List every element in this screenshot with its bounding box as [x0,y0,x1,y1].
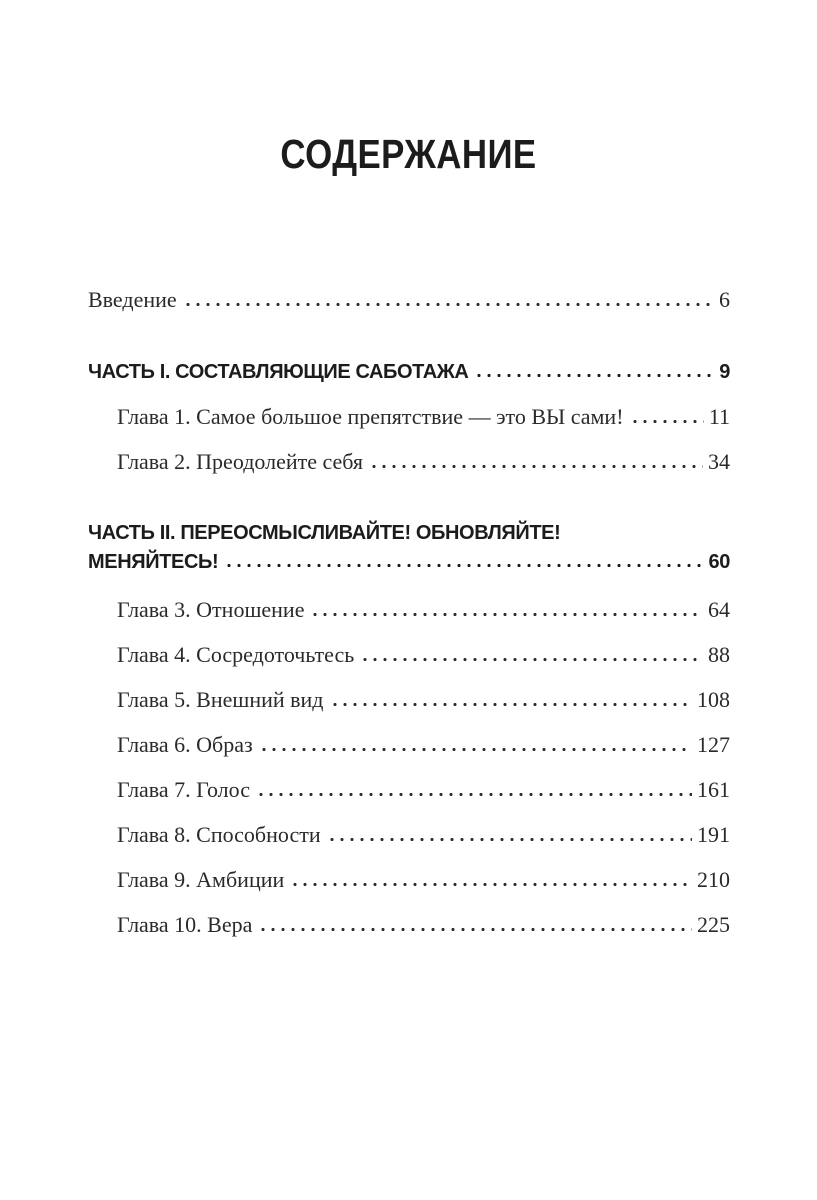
toc-entry [88,288,730,312]
toc-entry [88,548,730,577]
toc-entry [88,519,730,548]
toc-entry-page: 225 [697,912,730,937]
toc-entry-label: Глава 4. Сосредоточьтесь [117,642,355,667]
dot-leader [327,837,692,842]
toc-entry-label: ЧАСТЬ I. СОСТАВЛЯЮЩИЕ САБОТАЖА [88,361,469,383]
toc-entry-page: 64 [708,597,730,622]
toc-entry-page: 108 [697,687,730,712]
toc-entry-page: 9 [719,361,730,383]
toc-entry [88,405,730,429]
toc-entry-label: ЧАСТЬ II. ПЕРЕОСМЫСЛИВАЙТЕ! ОБНОВЛЯЙТЕ! [88,522,561,544]
toc-entry-label: Глава 9. Амбиции [117,867,285,892]
dot-leader [474,373,714,378]
dot-leader [183,302,714,307]
toc-entry-page: 191 [697,822,730,847]
toc-entry [88,688,730,712]
toc-entry-label: Глава 1. Самое большое препятствие — это ВЫ сами! [117,404,624,429]
toc-entry-page: 210 [697,867,730,892]
toc-entry-label: Глава 5. Внешний вид [117,687,324,712]
dot-leader [310,612,703,617]
dot-leader [290,882,692,887]
toc-entry-page: 34 [708,449,730,474]
toc-entry-page: 11 [708,404,730,429]
toc-entry [88,733,730,757]
dot-leader [224,563,703,568]
dot-leader [259,747,692,752]
dot-leader [360,657,703,662]
toc-entry [88,913,730,937]
toc-entry-label: Глава 7. Голос [117,777,250,802]
toc-entry [88,643,730,667]
toc-entry [88,450,730,474]
toc-entry-label: МЕНЯЙТЕСЬ! [88,551,219,573]
toc-entry [88,778,730,802]
dot-leader [369,464,703,469]
toc-entry-label: Глава 2. Преодолейте себя [117,449,364,474]
toc-entry [88,598,730,622]
toc-entry [88,823,730,847]
dot-leader [330,702,693,707]
dot-leader [256,792,692,797]
page-title: СОДЕРЖАНИЕ [280,131,537,177]
toc-part-heading [88,519,730,577]
toc-entry-page: 88 [708,642,730,667]
toc-entry-label: Глава 8. Способности [117,822,321,847]
toc-entry-page: 161 [697,777,730,802]
toc-entry-page: 6 [719,287,730,312]
toc-entry-page: 127 [697,732,730,757]
toc-entry-label: Глава 6. Образ [117,732,253,757]
toc-entry [88,868,730,892]
toc-entry-label: Глава 3. Отношение [117,597,305,622]
dot-leader [630,419,704,424]
toc-entry [88,360,730,384]
table-of-contents [88,288,730,937]
toc-entry-page: 60 [708,551,730,573]
toc-entry-label: Введение [88,287,177,312]
toc-entry-label: Глава 10. Вера [117,912,253,937]
dot-leader [258,927,692,932]
